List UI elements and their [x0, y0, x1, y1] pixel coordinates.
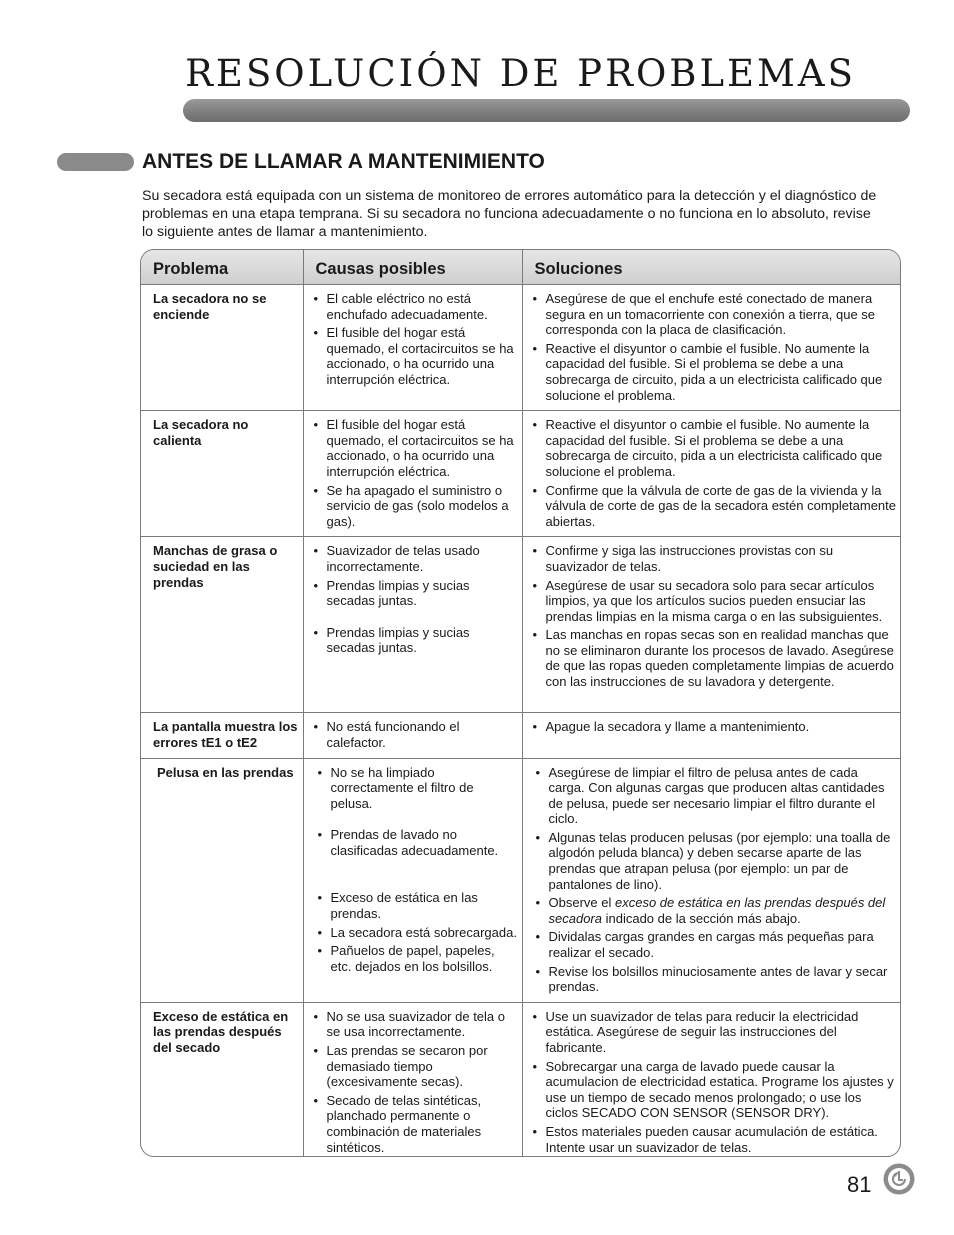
solution-item: • Revise los bolsillos minuciosamente antes de lavar y secar prendas.	[534, 964, 897, 995]
causes-cell	[303, 411, 522, 537]
solutions-cell	[522, 285, 900, 411]
cause-item: • No está funcionando el calefactor.	[312, 719, 518, 750]
section-marker	[57, 153, 134, 171]
cause-item: • El fusible del hogar está quemado, el cortacircuitos se ha accionado, o ha ocurrido una interrupción eléctrica.	[312, 417, 518, 479]
table-row	[141, 537, 900, 713]
cause-item: • El cable eléctrico no está enchufado adecuadamente.	[312, 291, 518, 322]
lg-logo-icon	[883, 1163, 915, 1195]
solution-item: • Confirme que la válvula de corte de gas de la vivienda y la válvula de corte de gas de la secadora estén completamente abiertas.	[531, 483, 897, 530]
table-row	[141, 1002, 900, 1157]
solutions-cell	[522, 713, 900, 758]
header-problem: Problema	[141, 250, 303, 285]
solution-item: • Asegúrese de usar su secadora solo para secar artículos limpios, ya que los artículos sucios pueden ensuciar las prendas limpias en la misma carga o en las subsiguientes.	[531, 578, 897, 625]
cause-item: • Prendas de lavado no clasificadas adecuadamente.	[316, 827, 518, 858]
solution-item: • Algunas telas producen pelusas (por ejemplo: una toalla de algodón peluda blanca) y deben secarse aparte de las prendas que atrapan pelusa (por ejemplo: un par de pantalones de lino).	[534, 830, 897, 892]
header-causes: Causas posibles	[303, 250, 522, 285]
solution-item: • Apague la secadora y llame a mantenimiento.	[531, 719, 897, 735]
cause-item: • Prendas limpias y sucias secadas juntas.	[312, 578, 518, 609]
causes-cell	[303, 537, 522, 713]
intro-paragraph: Su secadora está equipada con un sistema de monitoreo de errores automático para la detección y el diagnóstico de problemas en una etapa temprana. Si su secadora no funciona adecuadamente o no funciona en lo absoluto, revise lo siguiente antes de llamar a mantenimiento.	[142, 188, 877, 240]
causes-cell	[303, 713, 522, 758]
cause-item: • Pañuelos de papel, papeles, etc. dejados en los bolsillos.	[316, 943, 518, 974]
table-row	[141, 285, 900, 411]
solutions-cell	[522, 1002, 900, 1157]
cause-item: • Prendas limpias y sucias secadas juntas.	[312, 625, 518, 656]
solution-item: • Use un suavizador de telas para reducir la electricidad estática. Asegúrese de seguir las instrucciones del fabricante.	[531, 1009, 897, 1056]
cause-item: • Exceso de estática en las prendas.	[316, 890, 518, 921]
cause-item: • Se ha apagado el suministro o servicio de gas (solo modelos a gas).	[312, 483, 518, 530]
solution-item: • Reactive el disyuntor o cambie el fusible. No aumente la capacidad del fusible. Si el problema se debe a una sobrecarga de circuito, pida a un electricista calificado que solucione el problema.	[531, 341, 897, 403]
solution-item: • Estos materiales pueden causar acumulación de estática. Intente usar un suavizador de telas.	[531, 1124, 897, 1155]
solution-item: • Dividalas cargas grandes en cargas más pequeñas para realizar el secado.	[534, 929, 897, 960]
table-row	[141, 713, 900, 758]
cause-item: • No se ha limpiado correctamente el filtro de pelusa.	[316, 765, 518, 812]
table-row	[141, 758, 900, 1002]
title-bar	[183, 99, 910, 122]
solutions-cell	[522, 758, 900, 1002]
solution-item: • Las manchas en ropas secas son en realidad manchas que no se eliminaron durante los procesos de lavado. Asegúrese de que las ropas queden completamente limpias de acuerdo con las instrucciones de su lavadora y detergente.	[531, 627, 897, 689]
problem-cell: Exceso de estática en las prendas después del secado	[141, 1002, 303, 1157]
troubleshooting-table	[140, 249, 901, 1157]
problem-cell: La pantalla muestra los errores tE1 o tE2	[141, 713, 303, 758]
solutions-cell	[522, 411, 900, 537]
cause-item: • Secado de telas sintéticas, planchado permanente o combinación de materiales sintéticos.	[312, 1093, 518, 1155]
problem-cell: Manchas de grasa o suciedad en las prendas	[141, 537, 303, 713]
solution-item: • Sobrecargar una carga de lavado puede causar la acumulacion de electricidad estatica. Programe los ajustes y use un tiempo de secado menos prolongado; o use los ciclos SECADO CON SENSOR (SENSOR DRY).	[531, 1059, 897, 1121]
cause-item: • Suavizador de telas usado incorrectamente.	[312, 543, 518, 574]
table-row	[141, 411, 900, 537]
cause-item: • El fusible del hogar está quemado, el cortacircuitos se ha accionado, o ha ocurrido una interrupción eléctrica.	[312, 325, 518, 387]
table-header-row	[141, 250, 900, 285]
problem-cell: Pelusa en las prendas	[141, 758, 303, 1002]
section-heading: ANTES DE LLAMAR A MANTENIMIENTO	[142, 150, 545, 173]
solution-item: • Reactive el disyuntor o cambie el fusible. No aumente la capacidad del fusible. Si el problema se debe a una sobrecarga de circuito, pida a un electricista calificado que solucione el problema.	[531, 417, 897, 479]
problem-cell: La secadora no se enciende	[153, 291, 267, 322]
solution-item: • Asegúrese de limpiar el filtro de pelusa antes de cada carga. Con algunas cargas que producen altas cantidades de pelusa, puede ser necesario limpiar el filtro durante el ciclo.	[534, 765, 897, 827]
observe-text: indicado de la sección más abajo.	[601, 910, 801, 926]
cause-item: • La secadora está sobrecargada.	[316, 925, 518, 941]
causes-cell	[303, 758, 522, 1002]
page-number: 81	[847, 1172, 872, 1197]
solutions-cell	[522, 537, 900, 713]
header-solutions: Soluciones	[522, 250, 900, 285]
observe-italic: exceso de estática en las prendas después del secadora	[548, 895, 886, 926]
page-title: RESOLUCIÓN DE PROBLEMAS	[185, 52, 856, 95]
observe-text: Observe el	[548, 895, 615, 911]
solution-item: • Asegúrese de que el enchufe esté conectado de manera segura en un tomacorriente con conexión a tierra, que se corresponda con la placa de clasificación.	[531, 291, 897, 338]
solution-item: • Confirme y siga las instrucciones provistas con su suavizador de telas.	[531, 543, 897, 574]
causes-cell	[303, 1002, 522, 1157]
cause-item: • Las prendas se secaron por demasiado tiempo (excesivamente secas).	[312, 1043, 518, 1090]
causes-cell	[303, 285, 522, 411]
cause-item: • No se usa suavizador de tela o se usa incorrectamente.	[312, 1009, 518, 1040]
solution-item-observe	[534, 895, 897, 926]
problem-cell: La secadora no calienta	[141, 411, 303, 537]
